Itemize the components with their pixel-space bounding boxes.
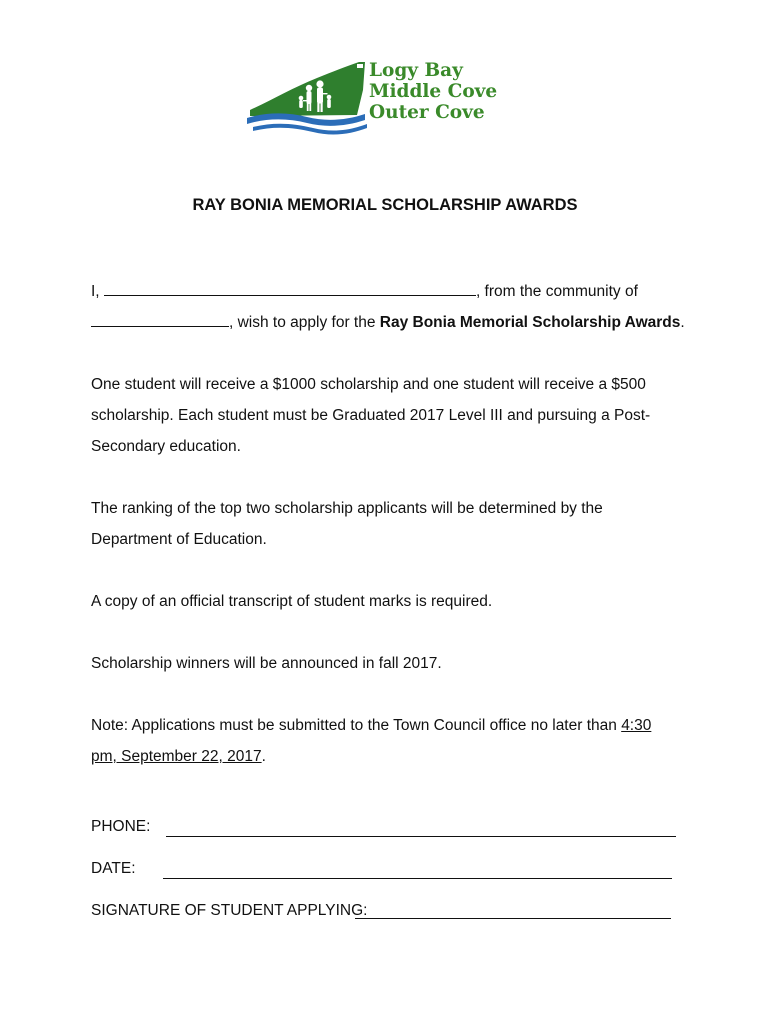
note-end-period: .: [261, 748, 266, 765]
intro-paragraph: [91, 276, 691, 338]
ranking-line-2: Department of Education.: [91, 531, 267, 548]
logo-line-3: Outer Cove: [369, 102, 485, 123]
note-prefix: Note: Applications must be submitted to the Town Council office no later than: [91, 717, 622, 734]
date-label: DATE:: [91, 860, 136, 877]
logo-line-1: Logy Bay: [369, 60, 463, 81]
name-blank-field[interactable]: [104, 279, 476, 296]
transcript-paragraph: [91, 586, 691, 617]
ranking-line-1: The ranking of the top two scholarship applicants will be determined by the: [91, 500, 603, 517]
award-paragraph: [91, 369, 691, 462]
date-input-line[interactable]: [163, 877, 672, 879]
note-line-1: [91, 710, 691, 741]
winners-line: Scholarship winners will be announced in fall 2017.: [91, 655, 442, 672]
award-name: Ray Bonia Memorial Scholarship Awards: [379, 314, 681, 331]
logo-landscape-icon: [247, 60, 377, 138]
note-line-2: [91, 741, 691, 772]
note-deadline-date: pm, September 22, 2017: [91, 748, 262, 765]
deadline-note: [91, 710, 691, 772]
intro-line-2: [91, 307, 691, 338]
signature-input-line[interactable]: [355, 917, 671, 919]
award-line-2: scholarship. Each student must be Graduated 2017 Level III and pursuing a Post-: [91, 407, 651, 424]
intro-end-period: .: [680, 314, 685, 331]
phone-label: PHONE:: [91, 818, 151, 835]
phone-input-line[interactable]: [166, 835, 676, 837]
page-title: RAY BONIA MEMORIAL SCHOLARSHIP AWARDS: [192, 196, 578, 214]
signature-label: SIGNATURE OF STUDENT APPLYING:: [91, 902, 368, 919]
ranking-paragraph: [91, 493, 691, 555]
intro-prefix: I,: [91, 283, 100, 300]
award-line-1: One student will receive a $1000 scholarship and one student will receive a $500: [91, 376, 646, 393]
transcript-line: A copy of an official transcript of student marks is required.: [91, 593, 493, 610]
note-deadline-time: 4:30: [621, 717, 652, 734]
intro-from-community: , from the community of: [475, 283, 638, 300]
intro-line-1: [91, 276, 691, 307]
award-line-3: Secondary education.: [91, 438, 241, 455]
intro-wish-to-apply: , wish to apply for the: [229, 314, 380, 331]
logo-line-2: Middle Cove: [369, 81, 498, 102]
logo-wordmark: [369, 60, 497, 123]
community-blank-field[interactable]: [91, 310, 229, 327]
town-logo: [247, 60, 507, 138]
winners-paragraph: [91, 648, 691, 679]
